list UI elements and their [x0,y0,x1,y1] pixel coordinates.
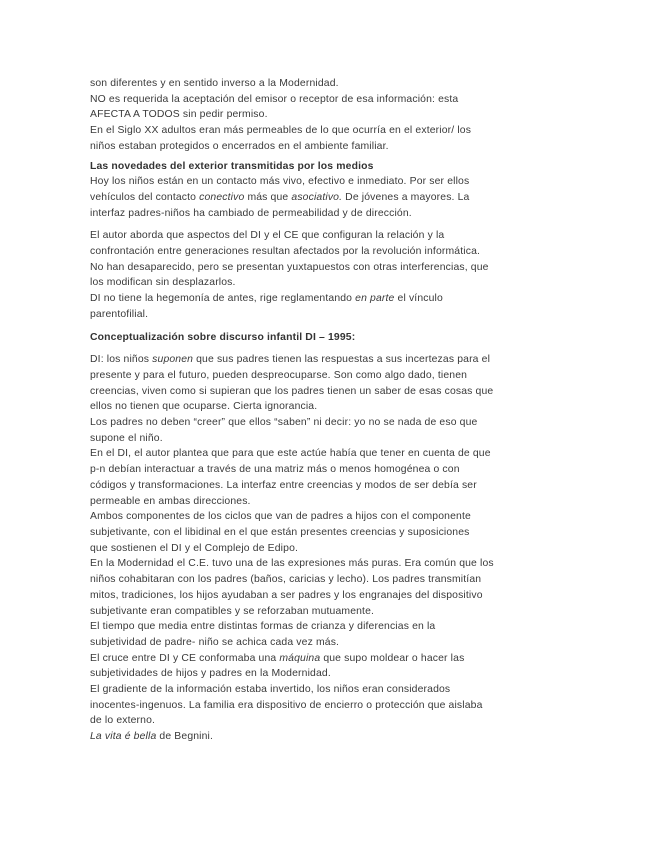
text-line [90,291,580,307]
text-line: son diferentes y en sentido inverso a la Modernidad. [90,78,339,89]
text-line: supone el niño. [90,432,163,444]
text-run: DI: los niños [90,354,153,366]
text-line: niños estaban protegidos o encerrados en el ambiente familiar. [90,140,389,152]
text-line: NO es requerida la aceptación del emisor o receptor de esa información: esta [90,93,459,105]
text-line: Ambos componentes de los ciclos que van de padres a hijos con el componente [90,511,471,523]
italic-term: asociativo. [291,191,343,203]
text-line: confrontación entre generaciones resultan afectados por la revolución informática. [90,246,481,258]
text-line: creencias, viven como si supieran que los padres tienen un saber de esas cosas que [90,385,494,397]
text-line: niños cohabitaran con los padres (baños, caricias y lecho). Los padres transmitían [90,574,482,586]
text-line: subjetividades de hijos y padres en la Modernidad. [90,668,331,680]
text-line: No han desaparecido, pero se presentan yuxtapuestos con otras interferencias, que [90,261,489,273]
text-line: Hoy los niños están en un contacto más vivo, efectivo e inmediato. Por ser ellos [90,176,470,188]
text-line: ellos no tienen que ocuparse. Cierta ignorancia. [90,401,318,413]
text-line: En el Siglo XX adultos eran más permeables de lo que ocurría en el exterior/ los [90,125,472,137]
text-run: que sus padres tienen las respuestas a sus incertezas para el [193,354,491,366]
italic-term: suponen [152,354,194,366]
text-run: el vínculo [394,293,443,305]
text-line: AFECTA A TODOS sin pedir permiso. [90,109,268,121]
text-line: los modifican sin desplazarlos. [90,277,236,289]
film-title: La vita é bella [90,731,157,743]
text-line [90,651,580,667]
text-line: códigos y transformaciones. La interfaz entre creencias y modos de ser debía ser [90,479,477,491]
section-heading-conceptualization: Conceptualización sobre discurso infantil DI – 1995: [90,331,356,343]
conceptualization-section [90,352,580,745]
text-line [90,352,580,368]
italic-term: en parte [355,293,395,305]
media-section [90,159,580,222]
text-run: vehículos del contacto [90,191,200,203]
text-line: permeable en ambas direcciones. [90,495,251,507]
text-line: El autor aborda que aspectos del DI y el CE que configuran la relación y la [90,230,445,242]
text-line: En la Modernidad el C.E. tuvo una de las expresiones más puras. Era común que los [90,558,494,570]
author-paragraph [90,228,580,322]
text-line: En el DI, el autor plantea que para que este actúe había que tener en cuenta de que [90,448,491,460]
text-line: parentofilial. [90,308,149,320]
text-run: DI no tiene la hegemonía de antes, rige reglamentando [90,293,356,305]
text-line [90,190,580,206]
text-line: subjetivante eran compatibles y se reforzaban mutuamente. [90,605,375,617]
text-line: que sostienen el DI y el Complejo de Edipo. [90,542,299,554]
text-line: presente y para el futuro, pueden despreocuparse. Son como algo dado, tienen [90,369,468,381]
text-line: inocentes-ingenuos. La familia era dispositivo de encierro o protección que aislaba [90,699,483,711]
document-page [90,76,580,745]
text-line: Los padres no deben “creer” que ellos “saben” ni decir: yo no se nada de eso que [90,417,478,429]
text-line: p-n debían interactuar a través de una matriz más o menos homogénea o con [90,464,460,476]
italic-term: conectivo [199,191,245,203]
text-run: De jóvenes a mayores. La [342,191,470,203]
text-line: El gradiente de la información estaba invertido, los niños eran considerados [90,684,451,696]
section-heading-media: Las novedades del exterior transmitidas por los medios [90,160,374,172]
text-run: El cruce entre DI y CE conformaba una [90,652,280,664]
text-run: más que [244,191,292,203]
text-run: que supo moldear o hacer las [320,652,465,664]
text-line: subjetividad de padre- niño se achica cada vez más. [90,636,340,648]
text-line: subjetivante, con el libidinal en el que están presentes creencias y suposiciones [90,526,470,538]
text-line: de lo externo. [90,715,156,727]
text-line [90,729,580,745]
text-line: El tiempo que media entre distintas formas de crianza y diferencias en la [90,621,436,633]
conceptualization-heading-block [90,330,580,346]
italic-term: máquina [279,652,321,664]
text-line: mitos, tradiciones, los hijos ayudaban a ser padres y los engranajes del dispositivo [90,589,483,601]
text-line: interfaz padres-niños ha cambiado de permeabilidad y de dirección. [90,207,412,219]
text-run: de Begnini. [156,731,214,743]
intro-paragraph [90,76,580,155]
